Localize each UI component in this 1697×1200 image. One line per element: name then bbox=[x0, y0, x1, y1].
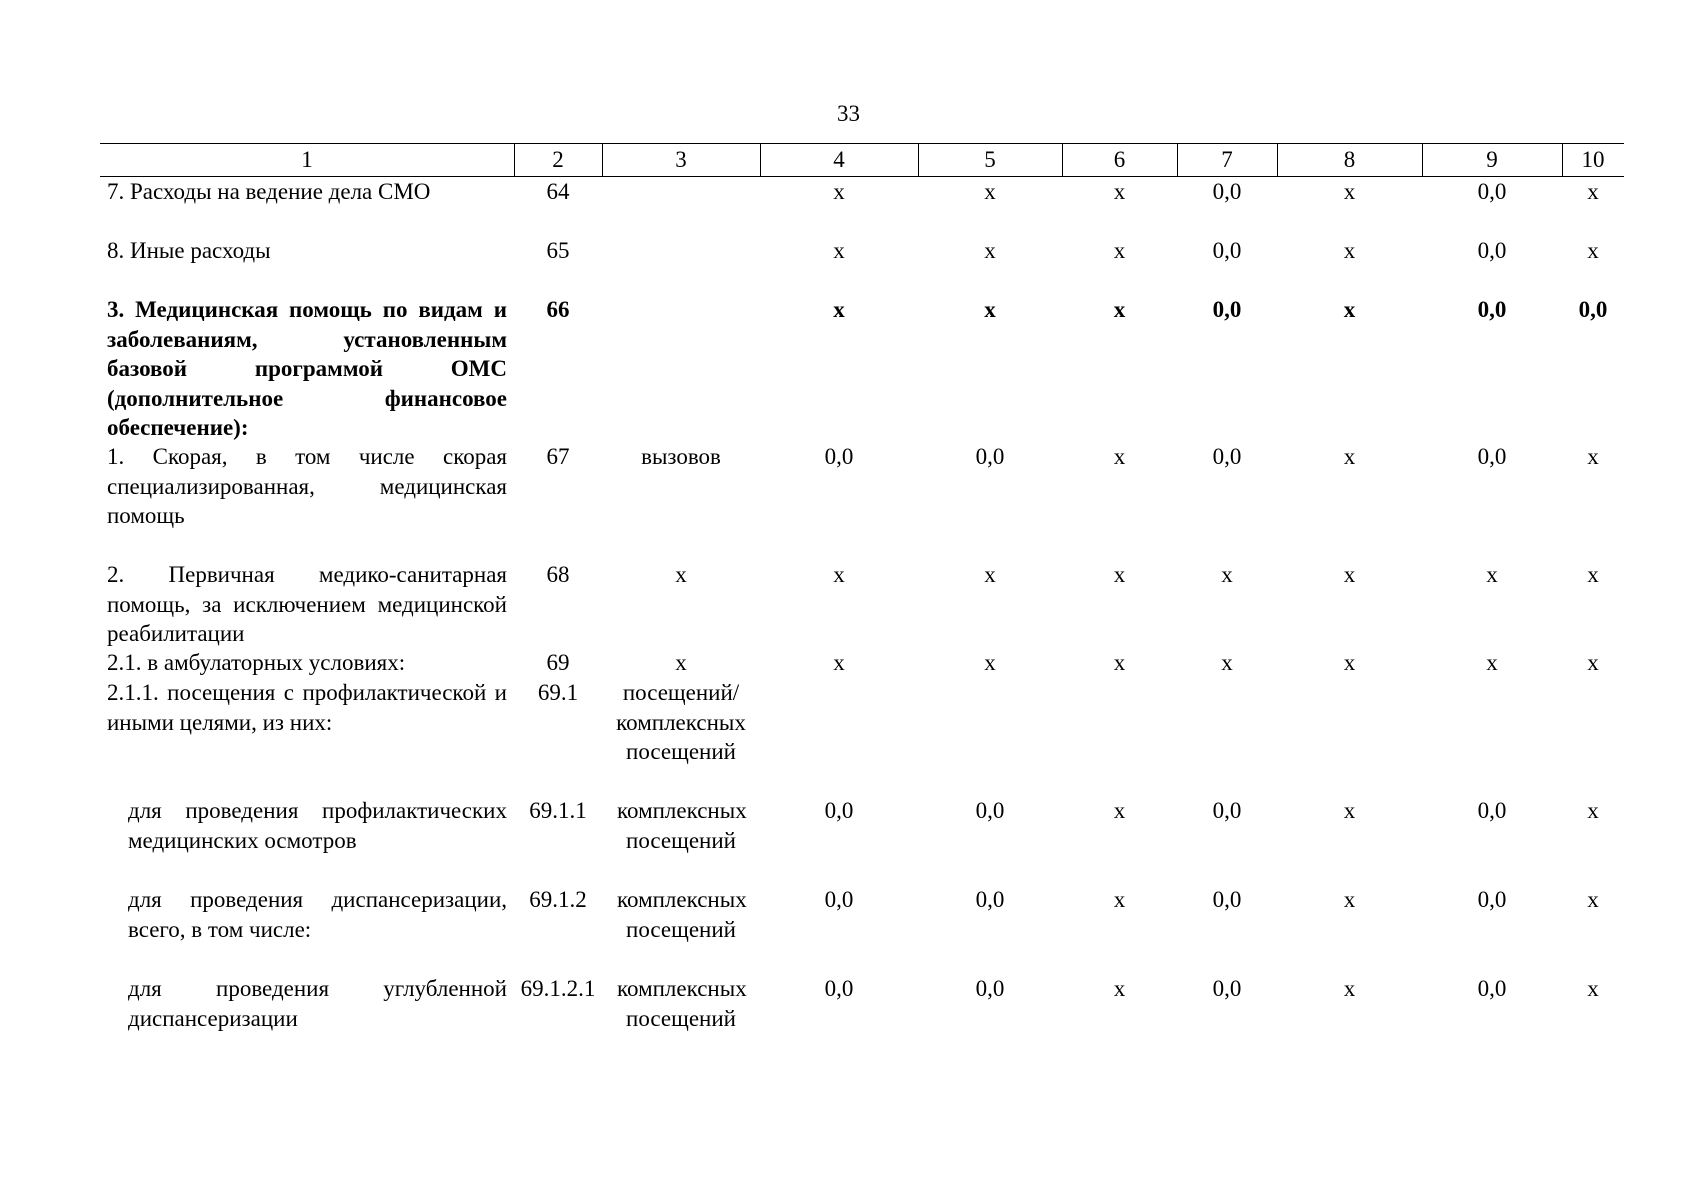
row-code: 66 bbox=[546, 297, 570, 322]
cell-col-4: 0,0 bbox=[824, 798, 854, 823]
row-unit: комплексных посещений bbox=[617, 798, 747, 853]
cell-col-10: х bbox=[1587, 179, 1599, 204]
cell-col-10: х bbox=[1587, 976, 1599, 1001]
row-unit: вызовов bbox=[641, 444, 721, 469]
cell-col-8: х bbox=[1343, 562, 1356, 587]
cell-col-8: х bbox=[1343, 179, 1356, 204]
cell-col-4: 0,0 bbox=[824, 887, 854, 912]
cell-col-10: 0,0 bbox=[1578, 297, 1608, 322]
row-unit: комплексных посещений bbox=[617, 887, 747, 942]
header-col-10: 10 bbox=[1581, 147, 1605, 172]
header-col-5: 5 bbox=[984, 147, 996, 172]
cell-col-7: 0,0 bbox=[1212, 976, 1242, 1001]
cell-col-6: х bbox=[1113, 976, 1126, 1001]
header-col-4: 4 bbox=[833, 147, 845, 172]
cell-col-10: х bbox=[1587, 887, 1599, 912]
cell-col-5: 0,0 bbox=[975, 887, 1005, 912]
cell-col-10: х bbox=[1587, 444, 1599, 469]
cell-col-9: 0,0 bbox=[1477, 976, 1507, 1001]
cell-col-9: 0,0 bbox=[1477, 798, 1507, 823]
cell-col-6: х bbox=[1113, 297, 1126, 322]
row-unit: комплексных посещений bbox=[617, 976, 747, 1031]
cell-col-5: 0,0 bbox=[975, 444, 1005, 469]
cell-col-9: 0,0 bbox=[1477, 297, 1507, 322]
cell-col-7: 0,0 bbox=[1212, 798, 1242, 823]
cell-col-7: 0,0 bbox=[1212, 238, 1242, 263]
cell-col-8: х bbox=[1343, 297, 1356, 322]
cell-col-9: 0,0 bbox=[1477, 444, 1507, 469]
cell-col-7: 0,0 bbox=[1212, 887, 1242, 912]
cell-col-4: х bbox=[833, 179, 845, 204]
cell-col-6: х bbox=[1113, 562, 1126, 587]
row-label: 2.1.1. посещения с профилактической и иными целями, из них: bbox=[107, 680, 507, 735]
cell-col-5: х bbox=[984, 650, 996, 675]
row-label: 3. Медицинская помощь по видам и заболеваниям, установленным базовой программой ОМС (дополнительное финансовое обеспечение): bbox=[107, 297, 507, 440]
header-col-1: 1 bbox=[301, 147, 313, 172]
row-code: 69.1.1 bbox=[529, 798, 587, 823]
row-label: 7. Расходы на ведение дела СМО bbox=[107, 179, 431, 204]
cell-col-5: х bbox=[984, 297, 996, 322]
header-col-7: 7 bbox=[1221, 147, 1233, 172]
row-label: 1. Скорая, в том числе скорая специализированная, медицинская помощь bbox=[107, 444, 507, 528]
row-unit: х bbox=[675, 650, 687, 675]
cell-col-4: 0,0 bbox=[824, 444, 854, 469]
cell-col-10: х bbox=[1587, 238, 1599, 263]
row-code: 69.1.2.1 bbox=[520, 976, 596, 1001]
cell-col-9: 0,0 bbox=[1477, 238, 1507, 263]
cell-col-9: х bbox=[1486, 650, 1498, 675]
row-code: 64 bbox=[546, 179, 570, 204]
row-label: для проведения углубленной диспансеризации bbox=[128, 976, 507, 1031]
cell-col-4: х bbox=[833, 297, 845, 322]
cell-col-6: х bbox=[1113, 798, 1126, 823]
cell-col-4: х bbox=[833, 650, 845, 675]
cell-col-9: 0,0 bbox=[1477, 887, 1507, 912]
cell-col-5: х bbox=[984, 238, 996, 263]
cell-col-4: 0,0 bbox=[824, 976, 854, 1001]
cell-col-6: х bbox=[1113, 650, 1126, 675]
cell-col-7: х bbox=[1221, 650, 1233, 675]
cell-col-9: 0,0 bbox=[1477, 179, 1507, 204]
cell-col-8: х bbox=[1343, 887, 1356, 912]
row-unit: х bbox=[675, 562, 687, 587]
header-col-6: 6 bbox=[1113, 147, 1126, 172]
header-col-8: 8 bbox=[1343, 147, 1356, 172]
row-label: для проведения диспансеризации, всего, в том числе: bbox=[128, 887, 507, 942]
cell-col-6: х bbox=[1113, 887, 1126, 912]
row-code: 69.1 bbox=[537, 680, 579, 705]
cell-col-10: х bbox=[1587, 798, 1599, 823]
cell-col-7: 0,0 bbox=[1212, 297, 1242, 322]
row-label: 2.1. в амбулаторных условиях: bbox=[107, 650, 406, 675]
row-code: 69 bbox=[546, 650, 570, 675]
row-code: 67 bbox=[546, 444, 570, 469]
row-code: 65 bbox=[546, 238, 570, 263]
cell-col-7: 0,0 bbox=[1212, 179, 1242, 204]
row-label: для проведения профилактических медицинских осмотров bbox=[128, 798, 507, 853]
row-unit: посещений/ комплексных посещений bbox=[616, 680, 746, 764]
cell-col-5: 0,0 bbox=[975, 798, 1005, 823]
row-label: 2. Первичная медико-санитарная помощь, за исключением медицинской реабилитации bbox=[107, 562, 507, 646]
cell-col-8: х bbox=[1343, 444, 1356, 469]
cell-col-5: х bbox=[984, 179, 996, 204]
cell-col-9: х bbox=[1486, 562, 1498, 587]
page-number: 33 bbox=[837, 101, 860, 126]
cell-col-6: х bbox=[1113, 179, 1126, 204]
cell-col-10: х bbox=[1587, 562, 1599, 587]
cell-col-7: 0,0 bbox=[1212, 444, 1242, 469]
cell-col-4: х bbox=[833, 238, 845, 263]
table-header bbox=[100, 143, 1624, 177]
header-col-2: 2 bbox=[552, 147, 564, 172]
cell-col-4: х bbox=[833, 562, 845, 587]
header-col-9: 9 bbox=[1486, 147, 1498, 172]
cell-col-8: х bbox=[1343, 976, 1356, 1001]
cell-col-8: х bbox=[1343, 650, 1356, 675]
header-col-3: 3 bbox=[675, 147, 687, 172]
row-code: 68 bbox=[546, 562, 570, 587]
row-label: 8. Иные расходы bbox=[107, 238, 271, 263]
cell-col-7: х bbox=[1221, 562, 1233, 587]
cell-col-5: х bbox=[984, 562, 996, 587]
cell-col-6: х bbox=[1113, 444, 1126, 469]
cell-col-8: х bbox=[1343, 238, 1356, 263]
cell-col-5: 0,0 bbox=[975, 976, 1005, 1001]
cell-col-10: х bbox=[1587, 650, 1599, 675]
cell-col-6: х bbox=[1113, 238, 1126, 263]
cell-col-8: х bbox=[1343, 798, 1356, 823]
row-code: 69.1.2 bbox=[529, 887, 587, 912]
